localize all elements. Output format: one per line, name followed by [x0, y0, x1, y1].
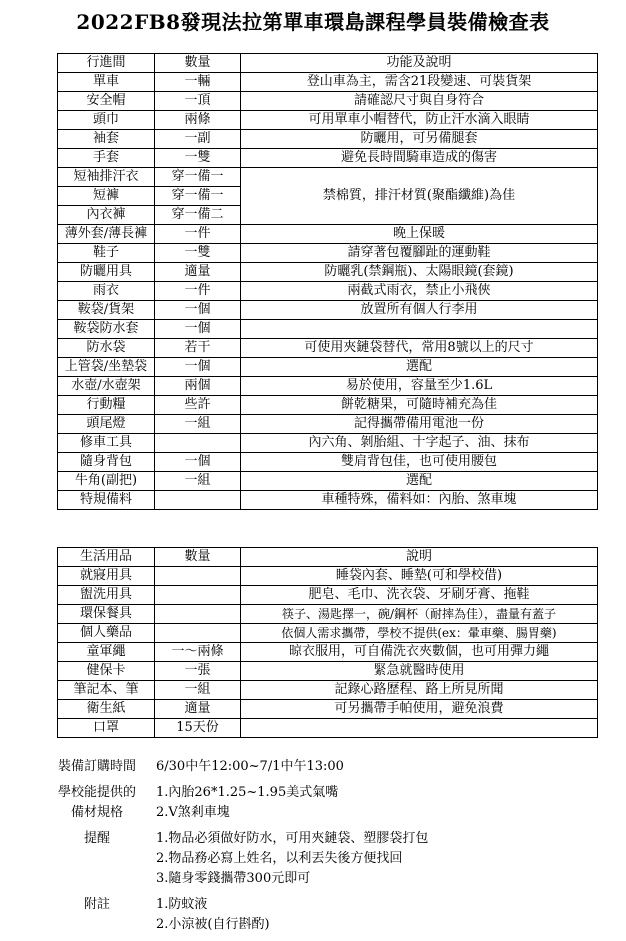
table-row [58, 111, 598, 130]
qty-cell: 兩條 [155, 111, 241, 130]
qty-cell: 一個 [155, 358, 241, 377]
desc-cell: 避免長時間騎車造成的傷害 [241, 149, 598, 168]
table-row [58, 130, 598, 149]
header-cell: 生活用品 [58, 548, 155, 567]
item-cell: 鞍袋/貨架 [58, 301, 155, 320]
table-row [58, 225, 598, 244]
desc-cell: 車種特殊，備料如：內胎、煞車塊 [241, 491, 598, 510]
table-row [58, 168, 598, 187]
qty-cell: 一個 [155, 453, 241, 472]
desc-cell: 選配 [241, 472, 598, 491]
desc-cell: 內六角、剝胎組、十字起子、油、抹布 [241, 434, 598, 453]
item-cell: 衛生紙 [58, 700, 155, 719]
desc-cell: 晚上保暖 [241, 225, 598, 244]
table-row [58, 301, 598, 320]
desc-cell: 防曬用，可另備腿套 [241, 130, 598, 149]
table-row [58, 415, 598, 434]
header-cell: 數量 [155, 548, 241, 567]
table-row [58, 282, 598, 301]
item-cell: 鞍袋防水套 [58, 320, 155, 339]
item-cell: 個人藥品 [58, 624, 155, 643]
qty-cell: 些許 [155, 396, 241, 415]
qty-cell: 一雙 [155, 149, 241, 168]
item-cell: 口罩 [58, 719, 155, 738]
order-time-block [40, 757, 600, 777]
item-cell: 防水袋 [58, 339, 155, 358]
qty-cell [155, 605, 241, 624]
item-cell: 上管袋/坐墊袋 [58, 358, 155, 377]
qty-cell: 一張 [155, 662, 241, 681]
table-row [58, 605, 598, 624]
appendix-block [40, 895, 600, 935]
qty-cell: 穿一備二 [155, 206, 241, 225]
table-row [58, 434, 598, 453]
item-cell: 隨身背包 [58, 453, 155, 472]
reminder-line: 3.隨身零錢攜帶300元即可 [156, 871, 311, 886]
header-cell: 功能及說明 [241, 54, 598, 73]
desc-cell: 依個人需求攜帶，學校不提供(ex：暈車藥、腸胃藥) [241, 624, 598, 643]
item-cell: 盥洗用具 [58, 586, 155, 605]
item-cell: 健保卡 [58, 662, 155, 681]
qty-cell: 適量 [155, 700, 241, 719]
qty-cell: 一件 [155, 282, 241, 301]
qty-cell: 一組 [155, 415, 241, 434]
page-title: 2022FB8發現法拉第單車環島課程學員裝備檢查表 [76, 10, 550, 34]
table-row [58, 491, 598, 510]
header-cell: 說明 [241, 548, 598, 567]
table-row [58, 73, 598, 92]
desc-cell: 筷子、湯匙擇一，碗/鋼杯（耐摔為佳），盡量有蓋子 [241, 605, 598, 624]
item-cell: 鞋子 [58, 244, 155, 263]
item-cell: 筆記本、筆 [58, 681, 155, 700]
desc-cell: 請穿著包覆腳趾的運動鞋 [241, 244, 598, 263]
supply-spec-block [40, 783, 600, 823]
desc-cell: 選配 [241, 358, 598, 377]
reminder-line: 1.物品必須做好防水，可用夾鏈袋、塑膠袋打包 [156, 831, 429, 846]
qty-cell: 一頂 [155, 92, 241, 111]
item-cell: 行動糧 [58, 396, 155, 415]
desc-cell: 可另攜帶手帕使用，避免浪費 [241, 700, 598, 719]
qty-cell [155, 567, 241, 586]
item-cell: 童軍繩 [58, 643, 155, 662]
desc-cell: 可用單車小帽替代，防止汗水滴入眼睛 [241, 111, 598, 130]
desc-cell: 禁棉質，排汗材質(聚酯纖維)為佳 [241, 168, 598, 225]
desc-cell: 記得攜帶備用電池一份 [241, 415, 598, 434]
supply-label-line: 學校能提供的 [57, 785, 136, 800]
reminder-line: 2.物品務必寫上姓名，以利丟失後方便找回 [156, 851, 403, 866]
qty-cell: 適量 [155, 263, 241, 282]
table-row [58, 700, 598, 719]
desc-cell: 記錄心路歷程、路上所見所聞 [241, 681, 598, 700]
desc-cell: 易於使用，容量至少1.6L [241, 377, 598, 396]
qty-cell: 一組 [155, 472, 241, 491]
qty-cell: 兩個 [155, 377, 241, 396]
table-row [58, 719, 598, 738]
table-row [58, 92, 598, 111]
item-cell: 牛角(副把) [58, 472, 155, 491]
table-row [58, 339, 598, 358]
item-cell: 就寢用具 [58, 567, 155, 586]
item-cell: 雨衣 [58, 282, 155, 301]
desc-cell: 雙肩背包佳，也可使用腰包 [241, 453, 598, 472]
item-cell: 短袖排汗衣 [58, 168, 155, 187]
table-row [58, 244, 598, 263]
desc-cell: 請確認尺寸與自身符合 [241, 92, 598, 111]
supply-label-line: 備材規格 [70, 805, 123, 820]
equipment-table [57, 53, 598, 510]
desc-cell: 可使用夾鏈袋替代，常用8號以上的尺寸 [241, 339, 598, 358]
reminder-block [40, 829, 600, 889]
table-row [58, 453, 598, 472]
qty-cell: 一件 [155, 225, 241, 244]
notes-section [40, 757, 600, 941]
order-time-value: 6/30中午12:00~7/1中午13:00 [156, 759, 344, 774]
desc-cell: 放置所有個人行李用 [241, 301, 598, 320]
table-row [58, 586, 598, 605]
qty-cell: 若干 [155, 339, 241, 358]
desc-cell [241, 719, 598, 738]
qty-cell: 一輛 [155, 73, 241, 92]
table-row [58, 263, 598, 282]
desc-cell: 防曬乳(禁鋼瓶)、太陽眼鏡(套鏡) [241, 263, 598, 282]
desc-cell: 肥皂、毛巾、洗衣袋、牙刷牙膏、拖鞋 [241, 586, 598, 605]
item-cell: 安全帽 [58, 92, 155, 111]
table-row [58, 149, 598, 168]
item-cell: 頭巾 [58, 111, 155, 130]
table-row [58, 472, 598, 491]
table-row [58, 681, 598, 700]
item-cell: 防曬用具 [58, 263, 155, 282]
desc-cell: 晾衣服用，可自備洗衣夾數個，也可用彈力繩 [241, 643, 598, 662]
qty-cell: 一個 [155, 320, 241, 339]
item-cell: 內衣褲 [58, 206, 155, 225]
qty-cell: 一～兩條 [155, 643, 241, 662]
item-cell: 水壺/水壺架 [58, 377, 155, 396]
appendix-line: 2.小涼被(自行斟酌) [156, 917, 270, 932]
desc-cell: 兩截式雨衣，禁止小飛俠 [241, 282, 598, 301]
appendix-line: 1.防蚊液 [156, 897, 208, 912]
desc-cell [241, 320, 598, 339]
order-time-label: 裝備訂購時間 [57, 759, 136, 774]
table-row [58, 662, 598, 681]
qty-cell [155, 434, 241, 453]
header-cell: 數量 [155, 54, 241, 73]
item-cell: 手套 [58, 149, 155, 168]
qty-cell [155, 624, 241, 643]
item-cell: 頭尾燈 [58, 415, 155, 434]
header-cell: 行進間 [58, 54, 155, 73]
appendix-label: 附註 [83, 897, 110, 912]
qty-cell: 一雙 [155, 244, 241, 263]
qty-cell: 一副 [155, 130, 241, 149]
qty-cell [155, 491, 241, 510]
item-cell: 薄外套/薄長褲 [58, 225, 155, 244]
desc-cell: 緊急就醫時使用 [241, 662, 598, 681]
table-row [58, 567, 598, 586]
table-header-row [58, 548, 598, 567]
item-cell: 單車 [58, 73, 155, 92]
desc-cell: 登山車為主，需含21段變速、可裝貨架 [241, 73, 598, 92]
item-cell: 特規備料 [58, 491, 155, 510]
supply-line: 2.V煞剎車塊 [156, 805, 230, 820]
desc-cell: 餅乾糖果，可隨時補充為佳 [241, 396, 598, 415]
qty-cell: 一組 [155, 681, 241, 700]
table-row [58, 396, 598, 415]
qty-cell [155, 586, 241, 605]
item-cell: 修車工具 [58, 434, 155, 453]
table-row [58, 320, 598, 339]
item-cell: 短褲 [58, 187, 155, 206]
item-cell: 袖套 [58, 130, 155, 149]
table-row [58, 358, 598, 377]
qty-cell: 穿一備一 [155, 187, 241, 206]
qty-cell: 穿一備一 [155, 168, 241, 187]
qty-cell: 15天份 [155, 719, 241, 738]
qty-cell: 一個 [155, 301, 241, 320]
supply-line: 1.內胎26*1.25~1.95美式氣嘴 [156, 785, 339, 800]
table-row [58, 643, 598, 662]
desc-cell: 睡袋內套、睡墊(可和學校借) [241, 567, 598, 586]
item-cell: 環保餐具 [58, 605, 155, 624]
living-supplies-table [57, 547, 598, 738]
table-row [58, 624, 598, 643]
table-row [58, 377, 598, 396]
reminder-label: 提醒 [83, 831, 110, 846]
table-header-row [58, 54, 598, 73]
